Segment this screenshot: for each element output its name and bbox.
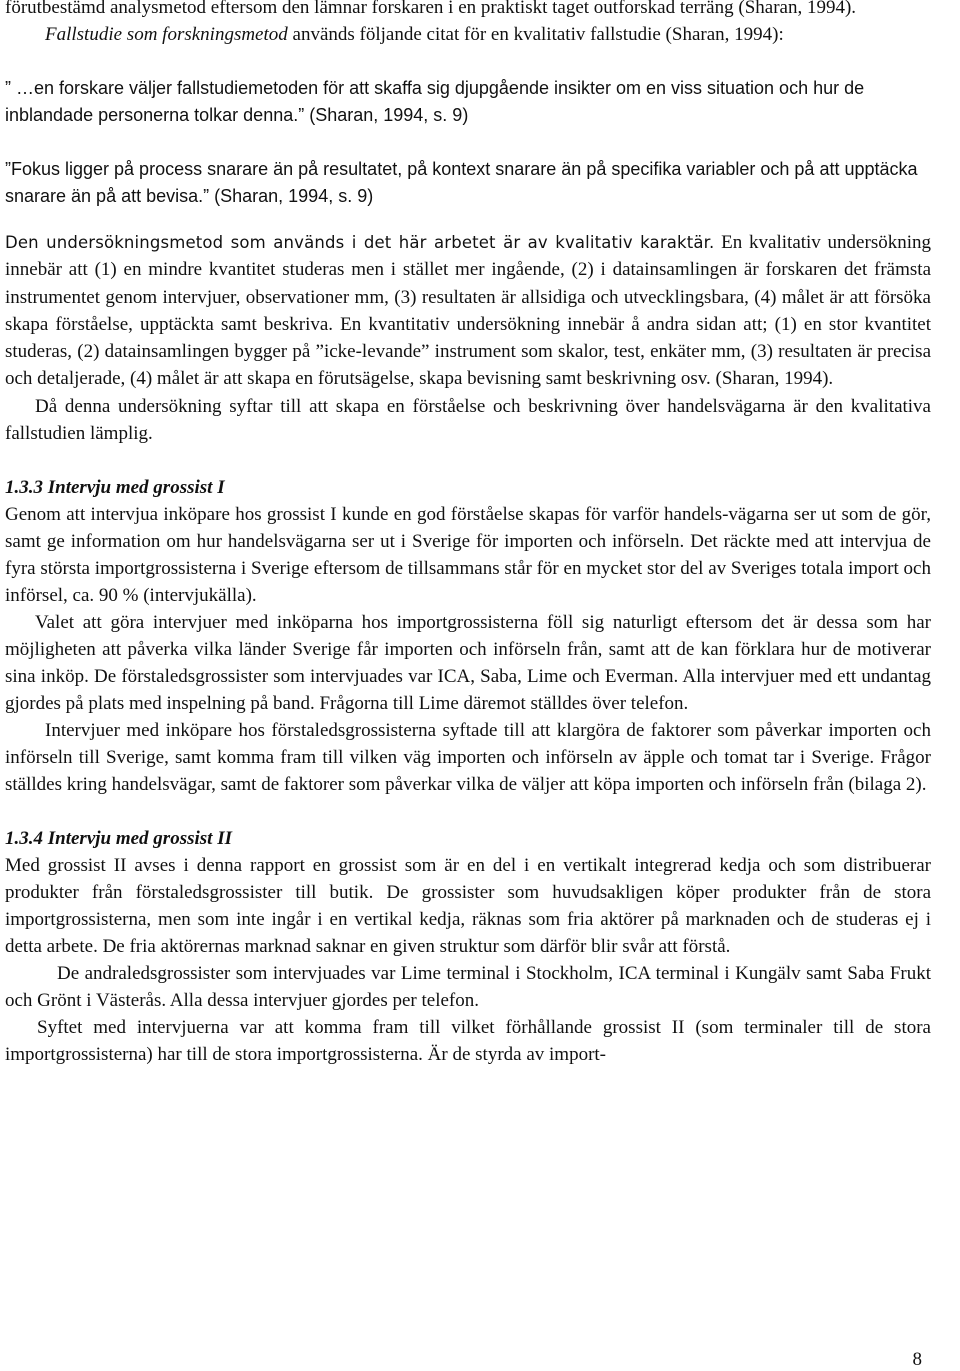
document-page bbox=[5, 0, 931, 1068]
page-number: 8 bbox=[912, 1349, 922, 1370]
intro-paragraph: förutbestämd analysmetod eftersom den lämnar forskaren i en praktiskt taget outforskad terräng (Sharan, 1994). bbox=[5, 0, 857, 18]
fallstudie-paragraph bbox=[5, 21, 931, 48]
method-body: En kvalitativ undersökning innebär att (1) en mindre kvantitet studeras men i stället mer ingående, (2) i datainsamlingen är forskaren det främsta instrumentet genom intervjuer, observationer mm, (3) resultaten är allsidiga och utvecklingsbara, (4) målet är att försöka skapa förståelse, upptäckta samt beskriva. En kvantitativ undersökning innebär å andra sidan att; (1) en stor kvantitet studeras, (2) datainsamlingen bygger på ”icke-levande” instrument som skalor, test, enkäter mm, (3) resultaten är precisa och detaljerade, (4) målet är att skapa en förutsägelse, skapa bevisning samt beskrivning osv. (Sharan, 1994). bbox=[5, 232, 931, 390]
method-paragraph bbox=[5, 229, 931, 393]
quote-2: ”Fokus ligger på process snarare än på resultatet, på kontext snarare än på specifika variabler och på att upptäcka snarare än på att bevisa.” (Sharan, 1994, s. 9) bbox=[5, 159, 918, 206]
fallstudie-term: Fallstudie som forskningsmetod bbox=[45, 24, 288, 45]
quote-1: ” …en forskare väljer fallstudiemetoden för att skaffa sig djupgående insikter om en viss situation och hur de inblandade personerna tolkar denna.” (Sharan, 1994, s. 9) bbox=[5, 78, 865, 125]
section-1-3-3-paragraph-2: Valet att göra intervjuer med inköparna hos importgrossisterna föll sig naturligt eftersom det är dessa som har möjligheten att påverka vilka länder Sverige får importen och införseln från, samt att de kan förklara hur de motiverar sina inköp. De förstaledsgrossister som intervjuades var ICA, Saba, Lime och Everman. Alla intervjuer med ett undantag gjordes på plats med inspelning på band. Frågorna till Lime däremot ställdes över telefon. bbox=[5, 611, 931, 714]
method-lead: Den undersökningsmetod som används i det här arbetet är av kvalitativ karaktär. bbox=[5, 233, 715, 252]
section-heading-1-3-3: 1.3.3 Intervju med grossist I bbox=[5, 476, 225, 498]
fallstudie-text: används följande citat för en kvalitativ fallstudie (Sharan, 1994): bbox=[287, 24, 784, 45]
section-heading-1-3-4: 1.3.4 Intervju med grossist II bbox=[5, 827, 232, 849]
suitability-paragraph: Då denna undersökning syftar till att skapa en förståelse och beskrivning över handelsvägarna är den kvalitativa fallstudien lämplig. bbox=[5, 395, 931, 444]
section-1-3-3-paragraph-1: Genom att intervjua inköpare hos grossist I kunde en god förståelse skapas för varför handels-vägarna ser ut som de gör, samt ge information om hur handelsvägarna ser ut i Sverige för importen och införseln. Det räckte med att intervjua de fyra största importgrossisterna i Sverige eftersom de tillsammans står för en mycket stor del av Sveriges totala import och införsel, ca. 90 % (intervjukälla). bbox=[5, 503, 931, 606]
section-1-3-4-paragraph-1: Med grossist II avses i denna rapport en grossist som är en del i en vertikalt integrerad kedja och som distribuerar produkter från förstaledsgrossister till butik. De grossister som huvudsakligen köper produkter från de stora importgrossisterna, men som inte ingår i en vertikal kedja, räknas som fria aktörer på marknaden och de studeras ej i detta arbete. De fria aktörernas marknad saknar en given struktur som därför blir svår att förstå. bbox=[5, 854, 931, 957]
section-1-3-4-paragraph-3: Syftet med intervjuerna var att komma fram till vilket förhållande grossist II (som terminaler till de stora importgrossisterna) har till de stora importgrossisterna. Är de styrda av import- bbox=[5, 1016, 931, 1065]
section-1-3-4-paragraph-2: De andraledsgrossister som intervjuades var Lime terminal i Stockholm, ICA terminal i Kungälv samt Saba Frukt och Grönt i Västerås. Alla dessa intervjuer gjordes per telefon. bbox=[5, 962, 931, 1011]
section-1-3-3-paragraph-3: Intervjuer med inköpare hos förstaledsgrossisterna syftade till att klargöra de faktorer som påverkar importen och införseln till Sverige, samt komma fram till vilken väg importen och införseln av äpple och tomat tar i Sverige. Frågor ställdes kring handelsvägar, samt de faktorer som påverkar vilka de väljer att köpa importen och införseln från (bilaga 2). bbox=[5, 719, 931, 795]
